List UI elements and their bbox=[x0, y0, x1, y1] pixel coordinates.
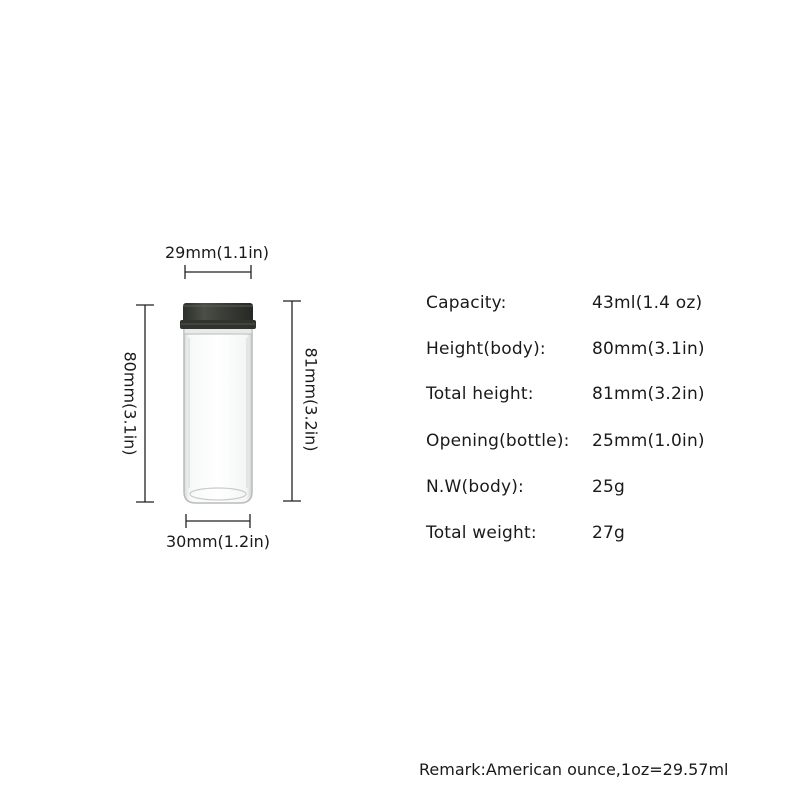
cap-width-label: 29mm(1.1in) bbox=[165, 243, 270, 262]
spec-label: Total height: bbox=[426, 384, 534, 404]
body-width-line bbox=[186, 514, 250, 528]
total-height-label: 81mm(3.2in) bbox=[301, 347, 321, 452]
body-height-label: 80mm(3.1in) bbox=[120, 351, 140, 456]
spec-value: 25mm(1.0in) bbox=[592, 431, 705, 451]
spec-label: Opening(bottle): bbox=[426, 431, 570, 451]
spec-label: Total weight: bbox=[426, 523, 537, 543]
spec-value: 80mm(3.1in) bbox=[592, 339, 705, 359]
spec-value: 81mm(3.2in) bbox=[592, 384, 705, 404]
cap-width-line bbox=[185, 265, 251, 279]
remark-note: Remark:American ounce,1oz=29.57ml bbox=[419, 760, 729, 779]
spec-label: Height(body): bbox=[426, 339, 546, 359]
total-height-line bbox=[283, 301, 301, 501]
body-width-label: 30mm(1.2in) bbox=[166, 532, 271, 551]
glass-bottle bbox=[184, 326, 252, 503]
spec-label: N.W(body): bbox=[426, 477, 524, 497]
spec-label: Capacity: bbox=[426, 293, 507, 313]
screw-cap bbox=[180, 303, 256, 329]
spec-value: 43ml(1.4 oz) bbox=[592, 293, 703, 313]
spec-value: 25g bbox=[592, 477, 626, 497]
spec-value: 27g bbox=[592, 523, 626, 543]
